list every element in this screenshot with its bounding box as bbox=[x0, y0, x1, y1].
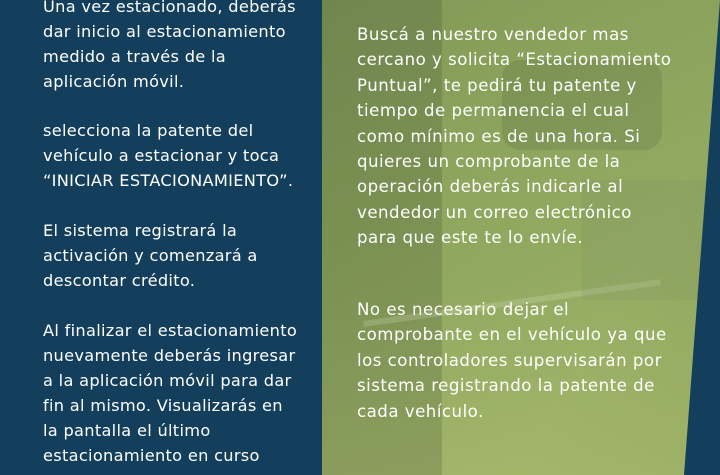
left-paragraph-credit: El sistema registrará la activación y comenzará a descontar crédito. bbox=[43, 221, 258, 290]
right-panel-photo-overlay bbox=[322, 0, 720, 475]
left-paragraph-finish-parking: Al finalizar el estacionamiento nuevamente deberás ingresar a la aplicación móvil para dar fin al mismo. Visualizarás en la pantalla el último estacionamiento en curso bbox=[43, 321, 298, 465]
left-paragraph-select-plate: selecciona la patente del vehículo a estacionar y toca “INICIAR ESTACIONAMIENTO”. bbox=[43, 121, 294, 190]
navy-corner-wedge bbox=[684, 0, 720, 475]
left-paragraph-start-parking: Una vez estacionado, deberás dar inicio al estacionamiento medido a través de la aplicación móvil. bbox=[43, 0, 296, 91]
left-panel bbox=[0, 0, 322, 475]
right-paragraph-vendor: Buscá a nuestro vendedor mas cercano y solicita “Estacionamiento Puntual”, te pedirá tu patente y tiempo de permanencia el cual como mínimo es de una hora. Si quieres un comprobante de la operación deberás indicarle al vendedor un correo electrónico para que este te lo envíe. bbox=[357, 25, 672, 248]
right-paragraph-receipt: No es necesario dejar el comprobante en el vehículo ya que los controladores supervisarán por sistema registrando la patente de cada vehículo. bbox=[357, 300, 667, 421]
